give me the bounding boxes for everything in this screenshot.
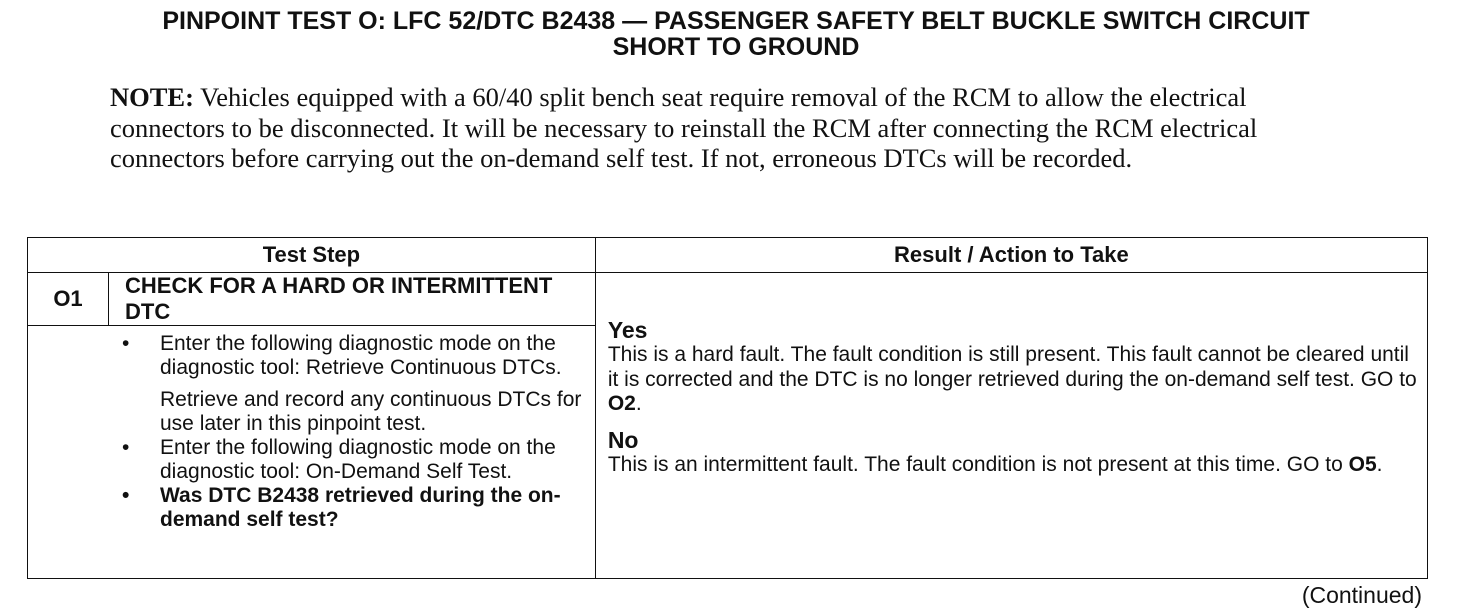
instruction-item-2 [28,436,595,484]
bullet-1: • [122,332,130,355]
step-title-row [28,273,1428,326]
title-line-2: SHORT TO GROUND [612,33,860,61]
note-label: NOTE: [110,82,194,112]
step-number: O1 [28,273,109,326]
pinpoint-test-title [0,8,1472,60]
bullet-3: • [122,484,130,507]
yes-end: . [635,392,642,415]
instruction-item-1 [28,332,595,380]
yes-text: This is a hard fault. The fault condition is still present. This fault cannot be cleared until it is corrected and the DTC is no longer retrieved during the on-demand self test. GO to [607,343,1417,391]
result-yes-label: Yes [607,317,648,343]
no-goto-link[interactable]: O5 [1348,452,1377,476]
pinpoint-test-table [27,237,1428,579]
result-yes-text [608,343,1419,417]
instruction-question: Was DTC B2438 retrieved during the on-demand self test? [160,484,561,531]
note-paragraph [110,82,1330,174]
note-text: Vehicles equipped with a 60/40 split bench seat require removal of the RCM to allow the electrical connectors to be disconnected. It will be necessary to reinstall the RCM after connecting the RCM electrical connectors before carrying out the on-demand self test. If not, erroneous DTCs will be recorded. [110,82,1258,173]
header-result-action: Result / Action to Take [595,238,1427,273]
continued-marker: (Continued) [1301,582,1422,608]
step-instructions [28,326,596,579]
instruction-subtext-1: Retrieve and record any continuous DTCs for use later in this pinpoint test. [160,388,582,435]
instruction-text-2: Enter the following diagnostic mode on the diagnostic tool: On-Demand Self Test. [160,436,556,483]
no-end: . [1376,452,1383,476]
bullet-2: • [122,436,130,459]
instruction-text-1: Enter the following diagnostic mode on the diagnostic tool: Retrieve Continuous DTCs. [160,332,562,379]
step-title: CHECK FOR A HARD OR INTERMITTENT DTC [109,273,596,326]
title-line-1: PINPOINT TEST O: LFC 52/DTC B2438 — PASSENGER SAFETY BELT BUCKLE SWITCH CIRCUIT [162,7,1310,35]
yes-goto-link[interactable]: O2 [607,392,636,415]
table-header-row [28,238,1428,273]
no-text: This is an intermittent fault. The fault condition is not present at this time. GO to [607,452,1349,476]
result-cell [595,273,1427,579]
result-no-label: No [607,426,639,453]
header-test-step: Test Step [28,238,596,273]
instruction-item-3 [28,484,595,532]
result-no-text [608,453,1419,478]
